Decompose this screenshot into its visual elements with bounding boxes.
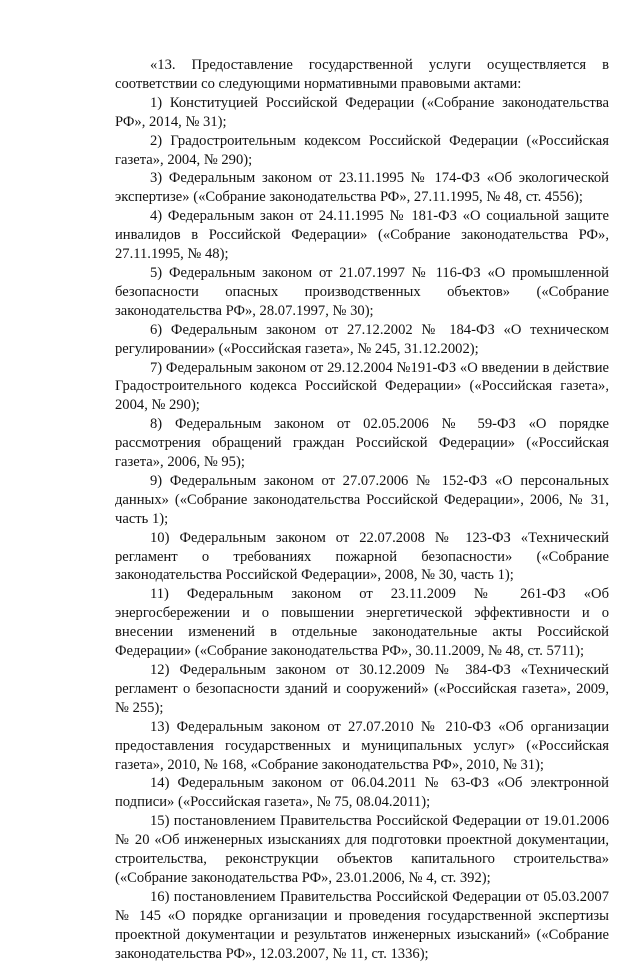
list-item: 1) Конституцией Российской Федерации («Собрание законодательства РФ», 2014, № 31); bbox=[115, 94, 609, 130]
list-item: 2) Градостроительным кодексом Российской Федерации («Российская газета», 2004, № 290); bbox=[115, 132, 609, 168]
list-item: 11) Федеральным законом от 23.11.2009 № 261-ФЗ «Об энергосбережении и о повышении энергетической эффективности и о внесении изменений в отдельные законодательные акты Российской Федерации» («Собрание законодательства РФ», 30.11.2009, № 48, ст. 5711); bbox=[115, 586, 609, 660]
list-item: 7) Федеральным законом от 29.12.2004 №191-ФЗ «О введении в действие Градостроительного кодекса Российской Федерации» («Российская газета», 2004, № 290); bbox=[115, 359, 609, 414]
list-item: 16) постановлением Правительства Российской Федерации от 05.03.2007 № 145 «О порядке организации и проведения государственной экспертизы проектной документации и результатов инженерных изысканий» («Собрание законодательства РФ», 12.03.2007, № 11, ст. 1336); bbox=[115, 888, 609, 962]
list-item: 9) Федеральным законом от 27.07.2006 № 152-ФЗ «О персональных данных» («Собрание законодательства Российской Федерации», 2006, № 31, часть 1); bbox=[115, 472, 609, 527]
list-item: 5) Федеральным законом от 21.07.1997 № 116-ФЗ «О промышленной безопасности опасных производственных объектов» («Собрание законодательства РФ», 28.07.1997, № 30); bbox=[115, 264, 609, 319]
list-item: 8) Федеральным законом от 02.05.2006 № 59-ФЗ «О порядке рассмотрения обращений граждан Российской Федерации» («Российская газета», 2006, № 95); bbox=[115, 416, 609, 471]
intro-paragraph: «13. Предоставление государственной услуги осуществляется в соответствии со следующими нормативными правовыми актами: bbox=[115, 57, 609, 92]
list-item: 6) Федеральным законом от 27.12.2002 № 184-ФЗ «О техническом регулировании» («Российская газета», № 245, 31.12.2002); bbox=[115, 321, 609, 357]
list-item: 4) Федеральным закон от 24.11.1995 № 181-ФЗ «О социальной защите инвалидов в Российской Федерации» («Собрание законодательства РФ», 27.11.1995, № 48); bbox=[115, 208, 609, 263]
list-item: 15) постановлением Правительства Российской Федерации от 19.01.2006 № 20 «Об инженерных изысканиях для подготовки проектной документации, строительства, реконструкции объектов капитального строительства» («Собрание законодательства РФ», 23.01.2006, № 4, ст. 392); bbox=[115, 813, 609, 886]
list-item: 12) Федеральным законом от 30.12.2009 № 384-ФЗ «Технический регламент о безопасности зданий и сооружений» («Российская газета», 2009, № 255); bbox=[115, 662, 609, 716]
list-item: 10) Федеральным законом от 22.07.2008 № 123-ФЗ «Технический регламент о требованиях пожарной безопасности» («Собрание законодательства Российской Федерации», 2008, № 30, часть 1); bbox=[115, 529, 609, 584]
document-body bbox=[115, 56, 609, 964]
list-item: 3) Федеральным законом от 23.11.1995 № 174-ФЗ «Об экологической экспертизе» («Собрание законодательства РФ», 27.11.1995, № 48, ст. 4556); bbox=[115, 170, 609, 206]
list-item: 13) Федеральным законом от 27.07.2010 № 210-ФЗ «Об организации предоставления государственных и муниципальных услуг» («Российская газета», 2010, № 168, «Собрание законодательства РФ», 2010, № 31); bbox=[115, 718, 609, 773]
list-item: 14) Федеральным законом от 06.04.2011 № 63-ФЗ «Об электронной подписи» («Российская газета», № 75, 08.04.2011); bbox=[115, 775, 609, 811]
